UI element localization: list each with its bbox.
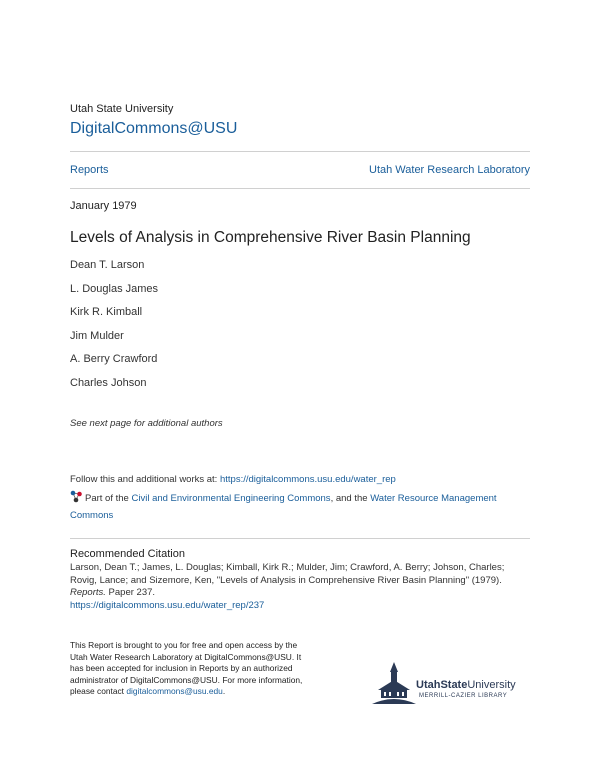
divider-nav: [70, 188, 530, 189]
document-title: Levels of Analysis in Comprehensive River Basin Planning: [70, 229, 471, 246]
citation-url-link[interactable]: https://digitalcommons.usu.edu/water_rep/237: [70, 599, 265, 611]
reports-link[interactable]: Reports: [70, 164, 109, 176]
author-4: Jim Mulder: [70, 330, 124, 342]
lab-link[interactable]: Utah Water Research Laboratory: [369, 164, 530, 176]
logo-regular: University: [467, 679, 516, 691]
citation-line-1: Larson, Dean T.; James, L. Douglas; Kimball, Kirk R.; Mulder, Jim; Crawford, A. Berry; Johson, Charles;: [70, 562, 505, 573]
water-resource-commons-link[interactable]: Water Resource Management Commons: [70, 493, 497, 521]
logo-wordmark: [416, 679, 516, 691]
notice-text: This Report is brought to you for free and open access by the Utah Water Research Laboratory at DigitalCommons@USU. It has been accepted for inclusion in Reports by an authorized administrator of DigitalCommons@USU. For more information, please contact: [70, 640, 303, 697]
network-icon: [70, 490, 83, 503]
publication-date: January 1979: [70, 200, 137, 212]
follow-url-link[interactable]: https://digitalcommons.usu.edu/water_rep: [219, 474, 396, 485]
citation-paper: Paper 237.: [105, 587, 156, 598]
institution-name: Utah State University: [70, 103, 174, 115]
logo-subtitle: MERRILL-CAZIER LIBRARY: [419, 693, 508, 699]
part-of-prefix: Part of the: [85, 493, 132, 504]
civil-engineering-commons-link[interactable]: Civil and Environmental Engineering Commons: [131, 493, 331, 504]
citation-heading: Recommended Citation: [70, 548, 185, 560]
author-6: Charles Johson: [70, 377, 147, 389]
citation-line-2: Rovig, Lance; and Sizemore, Ken, "Levels of Analysis in Comprehensive River Basin Planning" (1979).: [70, 574, 502, 586]
citation-body: [70, 562, 530, 612]
logo-bold: UtahState: [416, 679, 468, 691]
follow-line: [70, 474, 396, 485]
additional-authors-note: See next page for additional authors: [70, 418, 223, 429]
part-of-line: [70, 490, 530, 524]
author-3: Kirk R. Kimball: [70, 306, 143, 318]
repository-link[interactable]: DigitalCommons@USU: [70, 120, 238, 137]
divider-citation: [70, 538, 530, 539]
citation-line-3: [70, 587, 530, 600]
old-main-building-icon: [372, 660, 416, 706]
part-of-middle: , and the: [330, 493, 371, 504]
citation-series: Reports.: [70, 587, 106, 598]
author-1: Dean T. Larson: [70, 259, 145, 271]
author-2: L. Douglas James: [70, 283, 159, 295]
author-5: A. Berry Crawford: [70, 353, 158, 365]
notice-end: .: [222, 686, 226, 697]
usu-library-logo: [372, 660, 532, 706]
access-notice: [70, 640, 310, 698]
follow-prefix: Follow this and additional works at:: [70, 474, 220, 485]
divider-top: [70, 151, 530, 152]
contact-email-link[interactable]: digitalcommons@usu.edu: [126, 686, 223, 697]
